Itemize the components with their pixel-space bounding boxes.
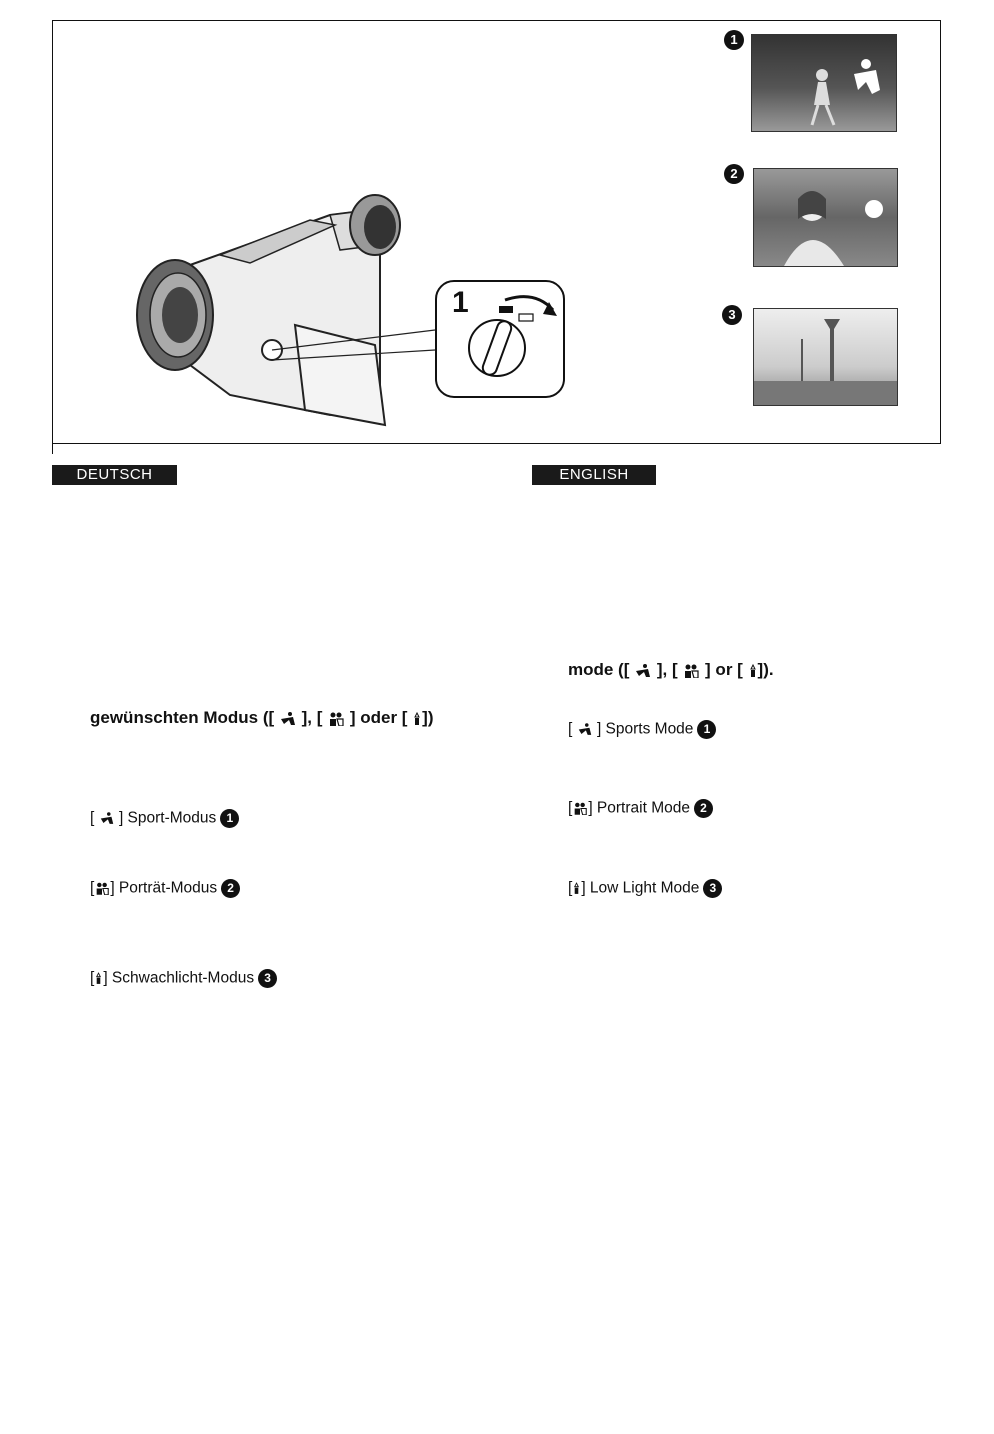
sports-icon (99, 812, 115, 825)
sports-icon (634, 664, 652, 678)
step-number: 1 (452, 286, 469, 319)
marker-2: 2 (221, 879, 240, 898)
portrait-icon (327, 712, 345, 726)
marker-3: 3 (703, 879, 722, 898)
sports-photo (751, 34, 897, 132)
german-portrait-mode: [ ] Porträt-Modus 2 (90, 879, 240, 898)
marker-3: 3 (258, 969, 277, 988)
marker-1: 1 (220, 809, 239, 828)
low-light-icon (572, 882, 581, 895)
marker-2: 2 (694, 799, 713, 818)
marker-1: 1 (697, 720, 716, 739)
portrait-icon (682, 664, 700, 678)
english-portrait-mode: [ ] Portrait Mode 2 (568, 799, 713, 818)
german-sports-mode: [ ] Sport-Modus 1 (90, 809, 239, 828)
low-light-icon (412, 712, 422, 726)
low-light-icon (94, 972, 103, 985)
english-low-light-mode: [ ] Low Light Mode 3 (568, 879, 722, 898)
german-mode-instruction: gewünschten Modus ([ ], [ ] oder [ ]) (90, 708, 434, 727)
low-light-icon (748, 664, 758, 678)
divider-tick (52, 440, 53, 454)
english-sports-mode: [ ] Sports Mode 1 (568, 720, 716, 739)
english-mode-instruction: mode ([ ], [ ] or [ ]). (568, 660, 774, 679)
german-low-light-mode: [ ] Schwachlicht-Modus 3 (90, 969, 277, 988)
lang-label-deutsch: DEUTSCH (52, 465, 177, 485)
photo-marker-1: 1 (724, 30, 744, 50)
lang-label-english: ENGLISH (532, 465, 656, 485)
sports-icon (279, 712, 297, 726)
sports-icon (577, 723, 593, 736)
portrait-icon (94, 882, 110, 895)
portrait-photo (753, 168, 898, 267)
photo-marker-2: 2 (724, 164, 744, 184)
low-light-photo (753, 308, 898, 406)
photo-marker-3: 3 (722, 305, 742, 325)
portrait-icon (572, 802, 588, 815)
